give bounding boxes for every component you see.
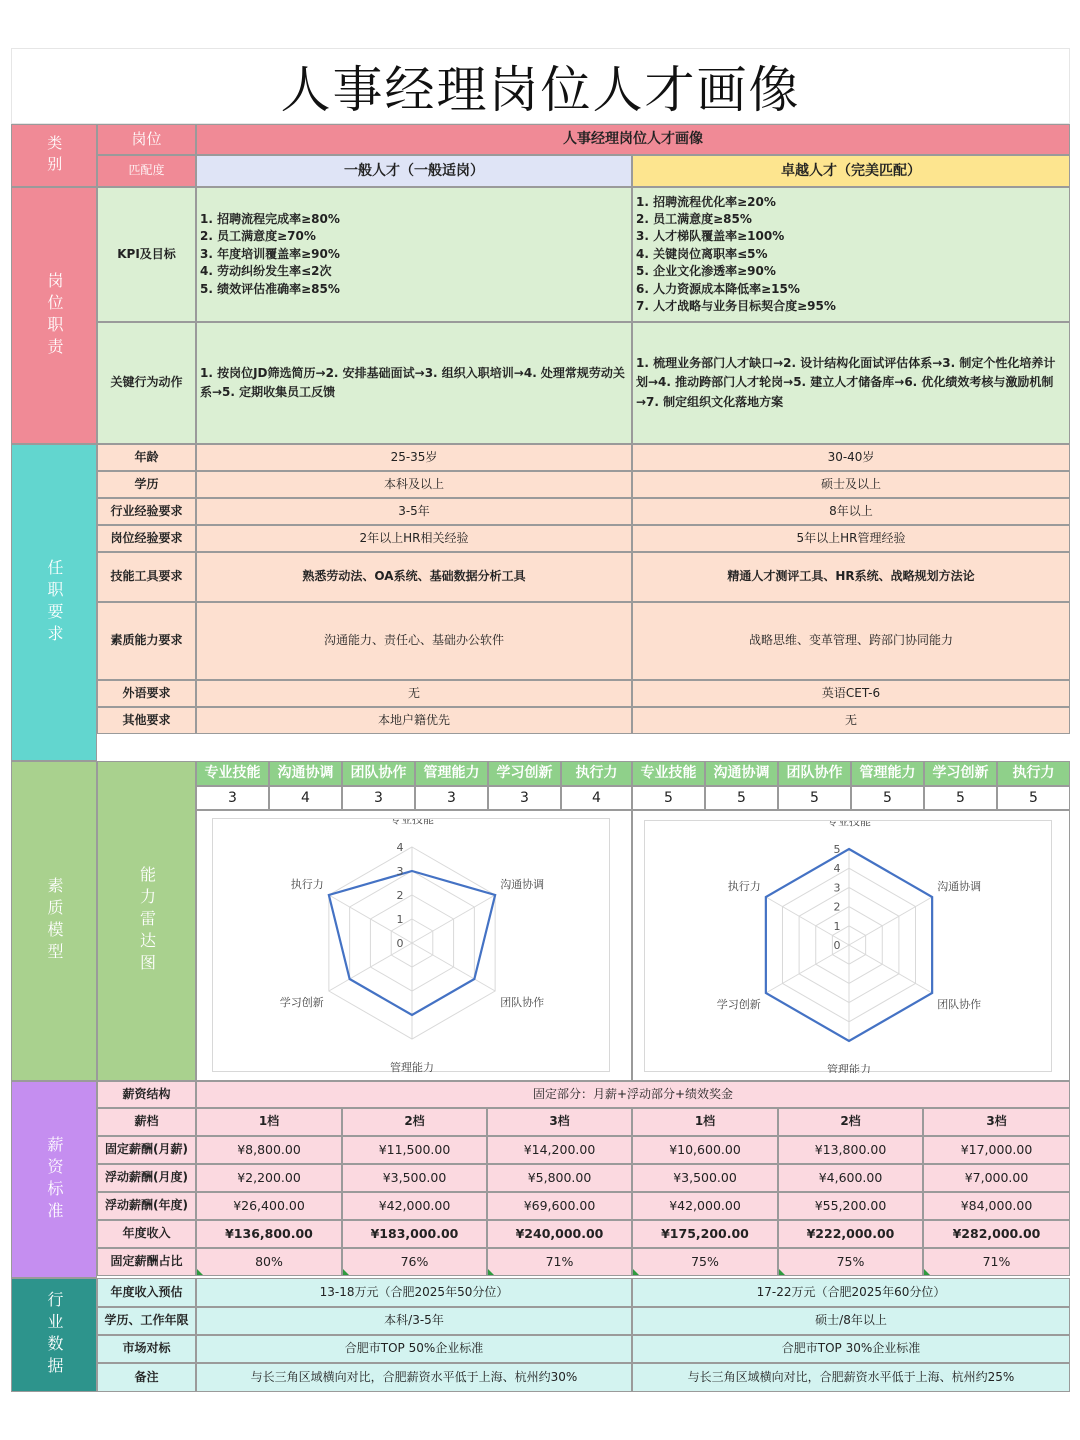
talent-profile-sheet xyxy=(11,48,1070,1392)
salary-value: 76% xyxy=(342,1248,487,1276)
kpi-general-item: 1. 招聘流程完成率≥80% xyxy=(200,212,340,227)
skill-header-general: 沟通协调 xyxy=(269,761,342,786)
salary-row-label: 浮动薪酬(年度) xyxy=(97,1192,196,1220)
requirement-general: 本科及以上 xyxy=(196,471,632,498)
kpi-excellent-item: 2. 员工满意度≥85% xyxy=(636,212,752,227)
radar-axis-label: 执行力 xyxy=(727,880,761,893)
cell-marker xyxy=(633,1269,639,1275)
radar-tick-label: 3 xyxy=(396,865,404,878)
industry-label: 市场对标 xyxy=(97,1335,196,1363)
requirement-excellent: 5年以上HR管理经验 xyxy=(632,525,1070,552)
salary-value: 75% xyxy=(778,1248,923,1276)
requirement-label: 技能工具要求 xyxy=(97,552,196,602)
section-duty-label: 岗位职责 xyxy=(45,271,64,360)
radar-axis-label: 学习创新 xyxy=(279,996,324,1009)
salary-value: 75% xyxy=(632,1248,778,1276)
requirement-label: 学历 xyxy=(97,471,196,498)
skill-header-excellent: 专业技能 xyxy=(632,761,705,786)
salary-value: ¥183,000.00 xyxy=(342,1220,487,1248)
skill-header-excellent: 沟通协调 xyxy=(705,761,778,786)
radar-axis-label: 专业技能 xyxy=(827,821,871,828)
kpi-general-item: 3. 年度培训覆盖率≥90% xyxy=(200,246,340,261)
skill-score-general: 3 xyxy=(488,786,561,810)
skill-score-excellent: 5 xyxy=(924,786,997,810)
industry-general: 与长三角区域横向对比，合肥薪资水平低于上海、杭州约30% xyxy=(196,1363,632,1392)
radar-axis-label: 沟通协调 xyxy=(500,878,545,891)
salary-value: ¥14,200.00 xyxy=(487,1136,632,1164)
salary-value: 71% xyxy=(923,1248,1070,1276)
radar-axis-label: 学习创新 xyxy=(716,998,761,1011)
salary-value: ¥42,000.00 xyxy=(632,1192,778,1220)
salary-value: ¥8,800.00 xyxy=(196,1136,342,1164)
radar-tick-label: 5 xyxy=(833,843,841,856)
cell-marker xyxy=(343,1269,349,1275)
kpi-excellent-item: 1. 招聘流程优化率≥20% xyxy=(636,194,776,209)
radar-axis-label: 专业技能 xyxy=(390,819,434,826)
match-label: 匹配度 xyxy=(97,155,196,187)
section-industry-label: 行业数据 xyxy=(45,1291,64,1379)
salary-value: ¥13,800.00 xyxy=(778,1136,923,1164)
salary-value: ¥3,500.00 xyxy=(342,1164,487,1192)
salary-grade-label: 薪档 xyxy=(97,1108,196,1136)
kpi-label: KPI及目标 xyxy=(97,187,196,322)
skill-score-general: 4 xyxy=(561,786,632,810)
cell-marker xyxy=(197,1269,203,1275)
radar-tick-label: 0 xyxy=(833,939,841,952)
salary-grade: 3档 xyxy=(487,1108,632,1136)
requirement-general: 2年以上HR相关经验 xyxy=(196,525,632,552)
requirement-excellent: 硕士及以上 xyxy=(632,471,1070,498)
skill-header-excellent: 团队协作 xyxy=(778,761,851,786)
requirement-label: 行业经验要求 xyxy=(97,498,196,525)
kpi-general-item: 4. 劳动纠纷发生率≤2次 xyxy=(200,264,332,279)
salary-value: ¥4,600.00 xyxy=(778,1164,923,1192)
salary-value: ¥3,500.00 xyxy=(632,1164,778,1192)
salary-grade: 1档 xyxy=(196,1108,342,1136)
kpi-excellent-item: 6. 人力资源成本降低率≥15% xyxy=(636,281,800,296)
section-quality xyxy=(11,761,97,1081)
salary-structure-label: 薪资结构 xyxy=(97,1081,196,1108)
action-label: 关键行为动作 xyxy=(97,322,196,444)
category-label: 类别 xyxy=(45,134,64,177)
radar-axis-label: 执行力 xyxy=(290,878,324,891)
salary-value: ¥10,600.00 xyxy=(632,1136,778,1164)
skill-header-excellent: 执行力 xyxy=(997,761,1070,786)
salary-value: ¥42,000.00 xyxy=(342,1192,487,1220)
industry-excellent: 合肥市TOP 30%企业标准 xyxy=(632,1335,1070,1363)
radar-spoke xyxy=(849,897,932,945)
salary-row-label: 固定薪酬占比 xyxy=(97,1248,196,1276)
skill-header-general: 专业技能 xyxy=(196,761,269,786)
radar-tick-label: 1 xyxy=(396,913,404,926)
requirement-label: 其他要求 xyxy=(97,707,196,734)
requirement-label: 外语要求 xyxy=(97,680,196,707)
section-requirements-label: 任职要求 xyxy=(45,558,64,647)
skill-header-excellent: 学习创新 xyxy=(924,761,997,786)
cell-marker xyxy=(779,1269,785,1275)
radar-tick-label: 4 xyxy=(833,862,841,876)
salary-value: 80% xyxy=(196,1248,342,1276)
salary-grade: 3档 xyxy=(923,1108,1070,1136)
kpi-general-item: 5. 绩效评估准确率≥85% xyxy=(200,281,340,296)
skill-score-general: 3 xyxy=(415,786,488,810)
skill-score-excellent: 5 xyxy=(778,786,851,810)
kpi-excellent xyxy=(632,187,1070,322)
radar-tick-label: 2 xyxy=(396,889,404,902)
radar-spoke xyxy=(849,945,932,993)
position-value: 人事经理岗位人才画像 xyxy=(196,124,1070,155)
salary-row-label: 固定薪酬(月薪) xyxy=(97,1136,196,1164)
skill-header-general: 管理能力 xyxy=(415,761,488,786)
requirement-excellent: 无 xyxy=(632,707,1070,734)
kpi-excellent-item: 3. 人才梯队覆盖率≥100% xyxy=(636,229,785,244)
general-talent-header: 一般人才（一般适岗） xyxy=(196,155,632,187)
skill-header-general: 执行力 xyxy=(561,761,632,786)
section-duty xyxy=(11,187,97,444)
industry-general: 13-18万元（合肥2025年50分位） xyxy=(196,1278,632,1307)
position-label: 岗位 xyxy=(97,124,196,155)
page-title: 人事经理岗位人才画像 xyxy=(11,48,1070,124)
salary-value: ¥11,500.00 xyxy=(342,1136,487,1164)
cell-marker xyxy=(488,1269,494,1275)
salary-grade: 2档 xyxy=(342,1108,487,1136)
salary-value: ¥240,000.00 xyxy=(487,1220,632,1248)
requirement-general: 本地户籍优先 xyxy=(196,707,632,734)
skill-score-general: 3 xyxy=(342,786,415,810)
requirement-excellent: 30-40岁 xyxy=(632,444,1070,471)
requirement-label: 年龄 xyxy=(97,444,196,471)
section-industry xyxy=(11,1278,97,1392)
skill-score-general: 4 xyxy=(269,786,342,810)
industry-general: 合肥市TOP 50%企业标准 xyxy=(196,1335,632,1363)
skill-score-general: 3 xyxy=(196,786,269,810)
radar-chart-general xyxy=(212,818,610,1072)
radar-axis-label: 团队协作 xyxy=(937,998,982,1011)
radar-tick-label: 0 xyxy=(396,937,404,950)
salary-row-label: 年度收入 xyxy=(97,1220,196,1248)
cell-marker xyxy=(924,1269,930,1275)
industry-excellent: 与长三角区域横向对比，合肥薪资水平低于上海、杭州约25% xyxy=(632,1363,1070,1392)
action-excellent: 1. 梳理业务部门人才缺口→2. 设计结构化面试评估体系→3. 制定个性化培养计划→4. 推动跨部门人才轮岗→5. 建立人才储备库→6. 优化绩效考核与激励机制→7. 制定组织文化落地方案 xyxy=(632,322,1070,444)
kpi-excellent-item: 5. 企业文化渗透率≥90% xyxy=(636,264,776,279)
skill-score-excellent: 5 xyxy=(705,786,778,810)
salary-value: ¥84,000.00 xyxy=(923,1192,1070,1220)
skill-header-general: 学习创新 xyxy=(488,761,561,786)
radar-tick-label: 4 xyxy=(396,841,404,854)
salary-structure-value: 固定部分：月薪+浮动部分+绩效奖金 xyxy=(196,1081,1070,1108)
radar-label xyxy=(97,761,196,1081)
salary-value: ¥55,200.00 xyxy=(778,1192,923,1220)
radar-axis-label: 团队协作 xyxy=(500,996,545,1009)
salary-value: ¥7,000.00 xyxy=(923,1164,1070,1192)
radar-tick-label: 1 xyxy=(833,919,841,933)
action-general: 1. 按岗位JD筛选简历→2. 安排基础面试→3. 组织入职培训→4. 处理常规劳动关系→5. 定期收集员工反馈 xyxy=(196,322,632,444)
salary-value: ¥17,000.00 xyxy=(923,1136,1070,1164)
industry-label: 学历、工作年限 xyxy=(97,1307,196,1335)
radar-axis-label: 管理能力 xyxy=(390,1061,434,1073)
industry-label: 年度收入预估 xyxy=(97,1278,196,1307)
kpi-general-item: 2. 员工满意度≥70% xyxy=(200,229,316,244)
salary-value: ¥26,400.00 xyxy=(196,1192,342,1220)
industry-excellent: 17-22万元（合肥2025年60分位） xyxy=(632,1278,1070,1307)
salary-value: ¥5,800.00 xyxy=(487,1164,632,1192)
salary-value: ¥2,200.00 xyxy=(196,1164,342,1192)
skill-score-excellent: 5 xyxy=(632,786,705,810)
radar-axis-label: 管理能力 xyxy=(827,1063,871,1073)
salary-value: ¥69,600.00 xyxy=(487,1192,632,1220)
salary-value: ¥136,800.00 xyxy=(196,1220,342,1248)
industry-excellent: 硕士/8年以上 xyxy=(632,1307,1070,1335)
requirement-label: 岗位经验要求 xyxy=(97,525,196,552)
radar-tick-label: 3 xyxy=(833,881,841,895)
kpi-excellent-item: 4. 关键岗位离职率≤5% xyxy=(636,246,768,261)
requirement-excellent: 精通人才测评工具、HR系统、战略规划方法论 xyxy=(632,552,1070,602)
radar-chart-excellent xyxy=(644,820,1052,1072)
requirement-excellent: 8年以上 xyxy=(632,498,1070,525)
requirement-label: 素质能力要求 xyxy=(97,602,196,680)
radar-svg-excellent xyxy=(645,821,1053,1073)
category-header xyxy=(11,124,97,187)
radar-svg-general xyxy=(213,819,611,1073)
section-quality-label: 素质模型 xyxy=(45,877,64,965)
industry-general: 本科/3-5年 xyxy=(196,1307,632,1335)
salary-value: ¥282,000.00 xyxy=(923,1220,1070,1248)
industry-label: 备注 xyxy=(97,1363,196,1392)
radar-spoke xyxy=(766,945,849,993)
radar-tick-label: 2 xyxy=(833,900,841,914)
requirement-general: 25-35岁 xyxy=(196,444,632,471)
skill-header-excellent: 管理能力 xyxy=(851,761,924,786)
radar-label-text: 能力雷达图 xyxy=(137,866,157,976)
skill-score-excellent: 5 xyxy=(997,786,1070,810)
salary-grade: 1档 xyxy=(632,1108,778,1136)
salary-value: ¥175,200.00 xyxy=(632,1220,778,1248)
salary-grade: 2档 xyxy=(778,1108,923,1136)
radar-axis-label: 沟通协调 xyxy=(937,880,982,893)
requirement-excellent: 英语CET-6 xyxy=(632,680,1070,707)
requirement-general: 3-5年 xyxy=(196,498,632,525)
excellent-talent-header: 卓越人才（完美匹配） xyxy=(632,155,1070,187)
requirement-general: 沟通能力、责任心、基础办公软件 xyxy=(196,602,632,680)
requirement-general: 熟悉劳动法、OA系统、基础数据分析工具 xyxy=(196,552,632,602)
skill-score-excellent: 5 xyxy=(851,786,924,810)
salary-value: 71% xyxy=(487,1248,632,1276)
kpi-excellent-item: 7. 人才战略与业务目标契合度≥95% xyxy=(636,298,836,313)
salary-value: ¥222,000.00 xyxy=(778,1220,923,1248)
skill-header-general: 团队协作 xyxy=(342,761,415,786)
requirement-general: 无 xyxy=(196,680,632,707)
section-salary-label: 薪资标准 xyxy=(45,1135,64,1224)
kpi-general xyxy=(196,187,632,322)
section-requirements xyxy=(11,444,97,761)
section-salary xyxy=(11,1081,97,1278)
requirement-excellent: 战略思维、变革管理、跨部门协同能力 xyxy=(632,602,1070,680)
salary-row-label: 浮动薪酬(月度) xyxy=(97,1164,196,1192)
